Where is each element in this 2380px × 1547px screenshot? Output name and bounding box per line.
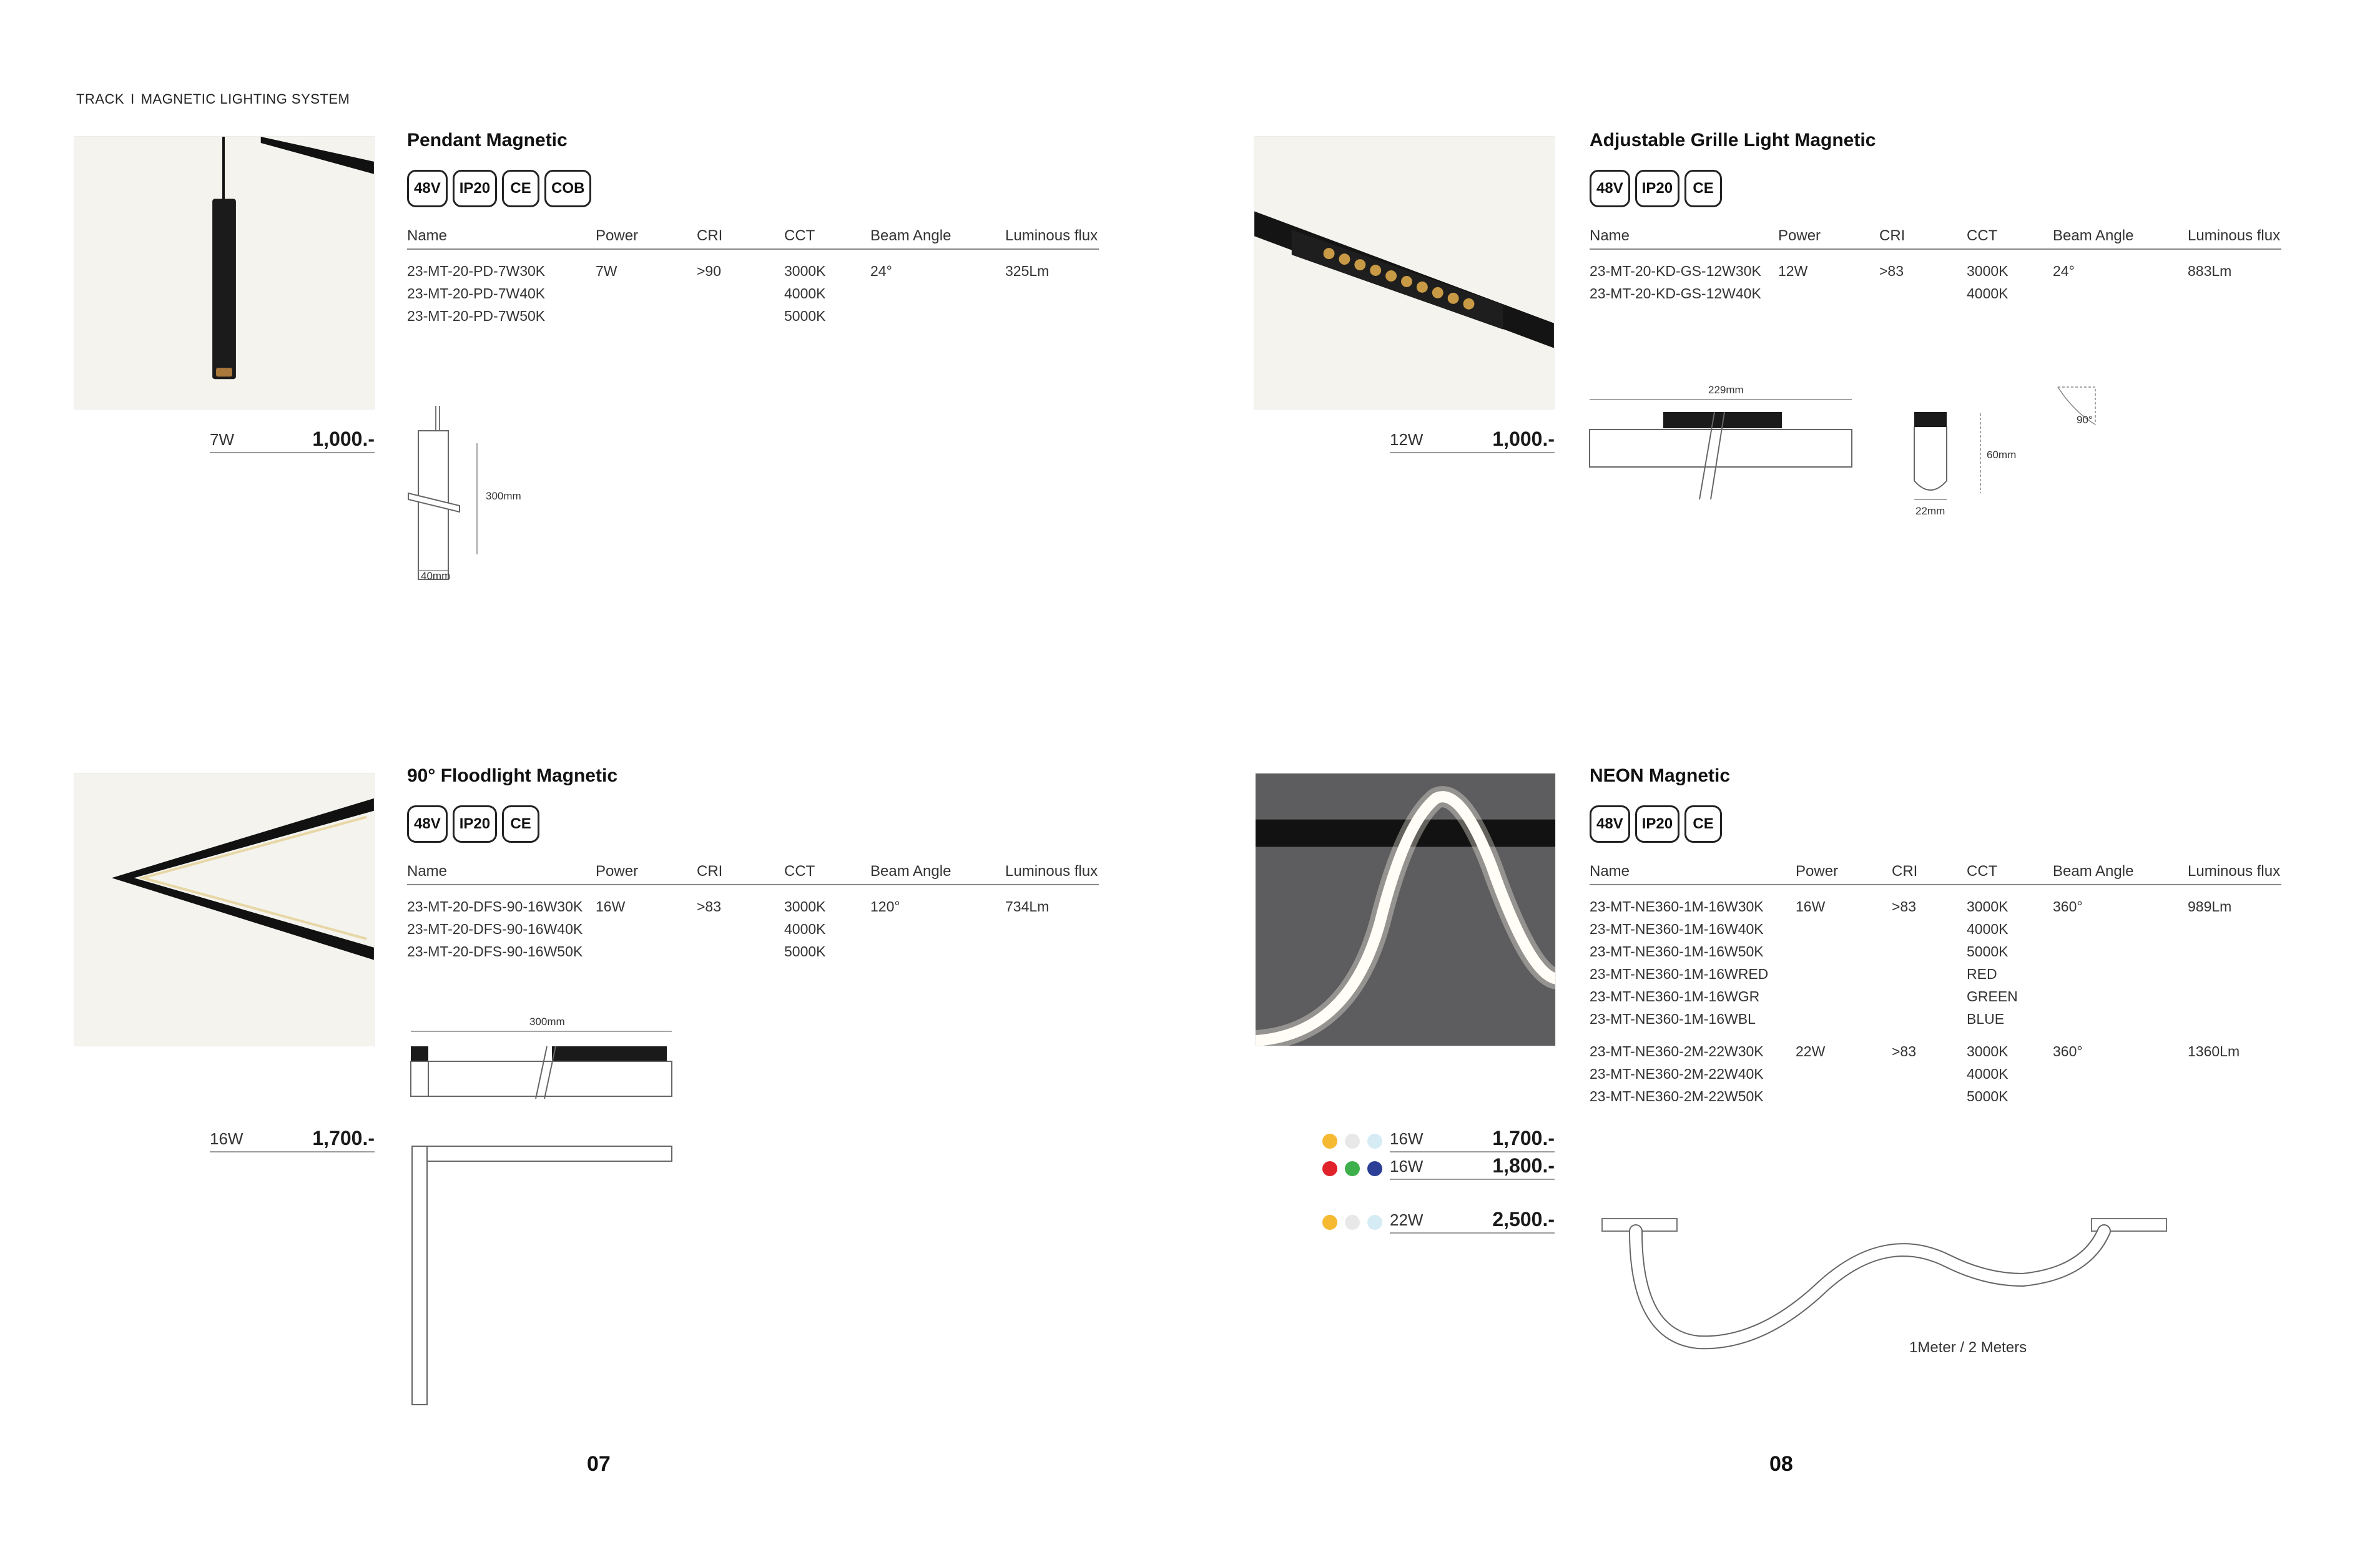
table-row: 23-MT-20-KD-GS-12W30K 12W >83 3000K 24° 883Lm (1590, 263, 2232, 279)
dim-width: 40mm (421, 570, 451, 582)
neutral-white-dot-icon (1345, 1215, 1360, 1230)
dim-width: 22mm (1915, 505, 1945, 517)
floodlight-price-row (210, 1124, 375, 1152)
table-row: 23-MT-NE360-1M-16WBL BLUE (1590, 1011, 2005, 1027)
dim-height: 60mm (1987, 449, 2017, 461)
col-cri: CRI (697, 227, 723, 244)
ce-badge: CE (502, 805, 539, 843)
pendant-price-row (210, 425, 375, 453)
ce-badge: CE (502, 170, 539, 207)
neon-photo (1255, 773, 1556, 1046)
neutral-white-dot-icon (1345, 1134, 1360, 1149)
price-value: 1,700.- (1492, 1127, 1555, 1149)
dim-angle: 90° (2077, 414, 2093, 426)
col-power: Power (596, 227, 639, 244)
ip-rating-badge: IP20 (453, 170, 497, 207)
warm-white-dot-icon (1322, 1134, 1337, 1149)
ce-badge: CE (1684, 170, 1722, 207)
voltage-badge: 48V (1590, 170, 1630, 207)
pendant-dimension-drawing (400, 406, 537, 593)
page-number-right: 08 (1769, 1452, 1793, 1476)
header-subsection: MAGNETIC LIGHTING SYSTEM (140, 91, 350, 107)
voltage-badge: 48V (407, 805, 448, 843)
running-header (76, 91, 350, 107)
ip-rating-badge: IP20 (453, 805, 497, 843)
col-cct: CCT (784, 227, 815, 244)
neon-price-row-1 (1390, 1124, 1555, 1152)
ip-rating-badge: IP20 (1635, 170, 1679, 207)
table-row: 23-MT-20-DFS-90-16W30K 16W >83 3000K 120° 734Lm (407, 898, 1050, 915)
price-watt: 22W (1390, 1211, 1424, 1229)
ip-rating-badge: IP20 (1635, 805, 1679, 843)
price-value: 1,000.- (312, 428, 375, 450)
ce-badge: CE (1684, 805, 1722, 843)
table-row: 23-MT-20-PD-7W40K 4000K (407, 285, 826, 302)
price-watt: 12W (1390, 430, 1424, 449)
page-number-left: 07 (587, 1452, 611, 1476)
floodlight-dimension-drawing (405, 1011, 679, 1411)
cob-badge: COB (544, 170, 591, 207)
table-row: 23-MT-20-DFS-90-16W40K 4000K (407, 921, 826, 937)
product-title: Pendant Magnetic (407, 130, 568, 150)
price-value: 1,800.- (1492, 1154, 1555, 1177)
spec-table (407, 860, 1099, 960)
pendant-photo (74, 136, 375, 410)
voltage-badge: 48V (1590, 805, 1630, 843)
table-header: Name Power CRI CCT Beam Angle Luminous flux (1590, 860, 2281, 885)
table-row: 23-MT-NE360-1M-16WRED RED (1590, 966, 1997, 982)
price-watt: 16W (1390, 1129, 1424, 1148)
certification-badges (1590, 805, 1722, 843)
grille-price-row (1390, 425, 1555, 453)
blue-dot-icon (1367, 1161, 1382, 1176)
header-section: TRACK (76, 91, 125, 107)
table-row: 23-MT-20-PD-7W30K 7W >90 3000K 24° 325Lm (407, 263, 1050, 279)
table-row: 23-MT-20-PD-7W50K 5000K (407, 308, 826, 324)
certification-badges (407, 170, 591, 207)
cool-white-dot-icon (1367, 1215, 1382, 1230)
price-value: 1,700.- (312, 1127, 375, 1149)
certification-badges (407, 805, 539, 843)
neon-price-row-2 (1390, 1151, 1555, 1180)
voltage-badge: 48V (407, 170, 448, 207)
table-row: 23-MT-20-KD-GS-12W40K 4000K (1590, 285, 2009, 302)
red-dot-icon (1322, 1161, 1337, 1176)
dim-length: 229mm (1708, 384, 1744, 396)
certification-badges (1590, 170, 1722, 207)
warm-white-dot-icon (1322, 1215, 1337, 1230)
price-watt: 7W (210, 430, 234, 449)
dim-height: 300mm (486, 490, 521, 502)
spec-table (1590, 225, 2281, 302)
dim-length: 300mm (529, 1016, 565, 1028)
table-row: 23-MT-NE360-1M-16W30K 16W >83 3000K 360° 989Lm (1590, 898, 2232, 915)
table-header: Name Power CRI CCT Beam Angle Luminous flux (1590, 225, 2281, 250)
product-title: NEON Magnetic (1590, 765, 1731, 786)
grille-dimension-drawing (1583, 375, 2133, 524)
price-watt: 16W (210, 1129, 243, 1148)
color-options-row-1 (1322, 1124, 1382, 1152)
spec-table (1590, 860, 2281, 1105)
price-value: 1,000.- (1492, 428, 1555, 450)
table-row: 23-MT-NE360-2M-22W40K 4000K (1590, 1066, 2009, 1082)
table-row: 23-MT-NE360-1M-16W50K 5000K (1590, 943, 2009, 960)
table-row: 23-MT-20-DFS-90-16W50K 5000K (407, 943, 826, 960)
length-note: 1Meter / 2 Meters (1909, 1339, 2027, 1356)
col-flux: Luminous flux (1005, 227, 1098, 244)
green-dot-icon (1345, 1161, 1360, 1176)
table-row: 23-MT-NE360-1M-16W40K 4000K (1590, 921, 2009, 937)
price-watt: 16W (1390, 1157, 1424, 1176)
neon-shape-drawing (1598, 1211, 2173, 1373)
product-title: 90° Floodlight Magnetic (407, 765, 618, 786)
table-row: 23-MT-NE360-1M-16WGR GREEN (1590, 988, 2018, 1004)
table-header (407, 225, 1099, 250)
product-title: Adjustable Grille Light Magnetic (1590, 130, 1876, 150)
color-options-row-2 (1322, 1151, 1382, 1180)
spec-table (407, 225, 1099, 325)
table-header: Name Power CRI CCT Beam Angle Luminous flux (407, 860, 1099, 885)
col-beam: Beam Angle (870, 227, 952, 244)
col-name: Name (407, 227, 448, 244)
cool-white-dot-icon (1367, 1134, 1382, 1149)
header-separator: I (130, 91, 135, 107)
table-row: 23-MT-NE360-2M-22W50K 5000K (1590, 1088, 2009, 1104)
neon-price-row-3 (1390, 1205, 1555, 1234)
table-row: 23-MT-NE360-2M-22W30K 22W >83 3000K 360° 1360Lm (1590, 1043, 2240, 1059)
grille-light-photo (1254, 136, 1555, 410)
floodlight-photo (74, 773, 375, 1046)
color-options-row-3 (1322, 1205, 1382, 1234)
price-value: 2,500.- (1492, 1208, 1555, 1230)
